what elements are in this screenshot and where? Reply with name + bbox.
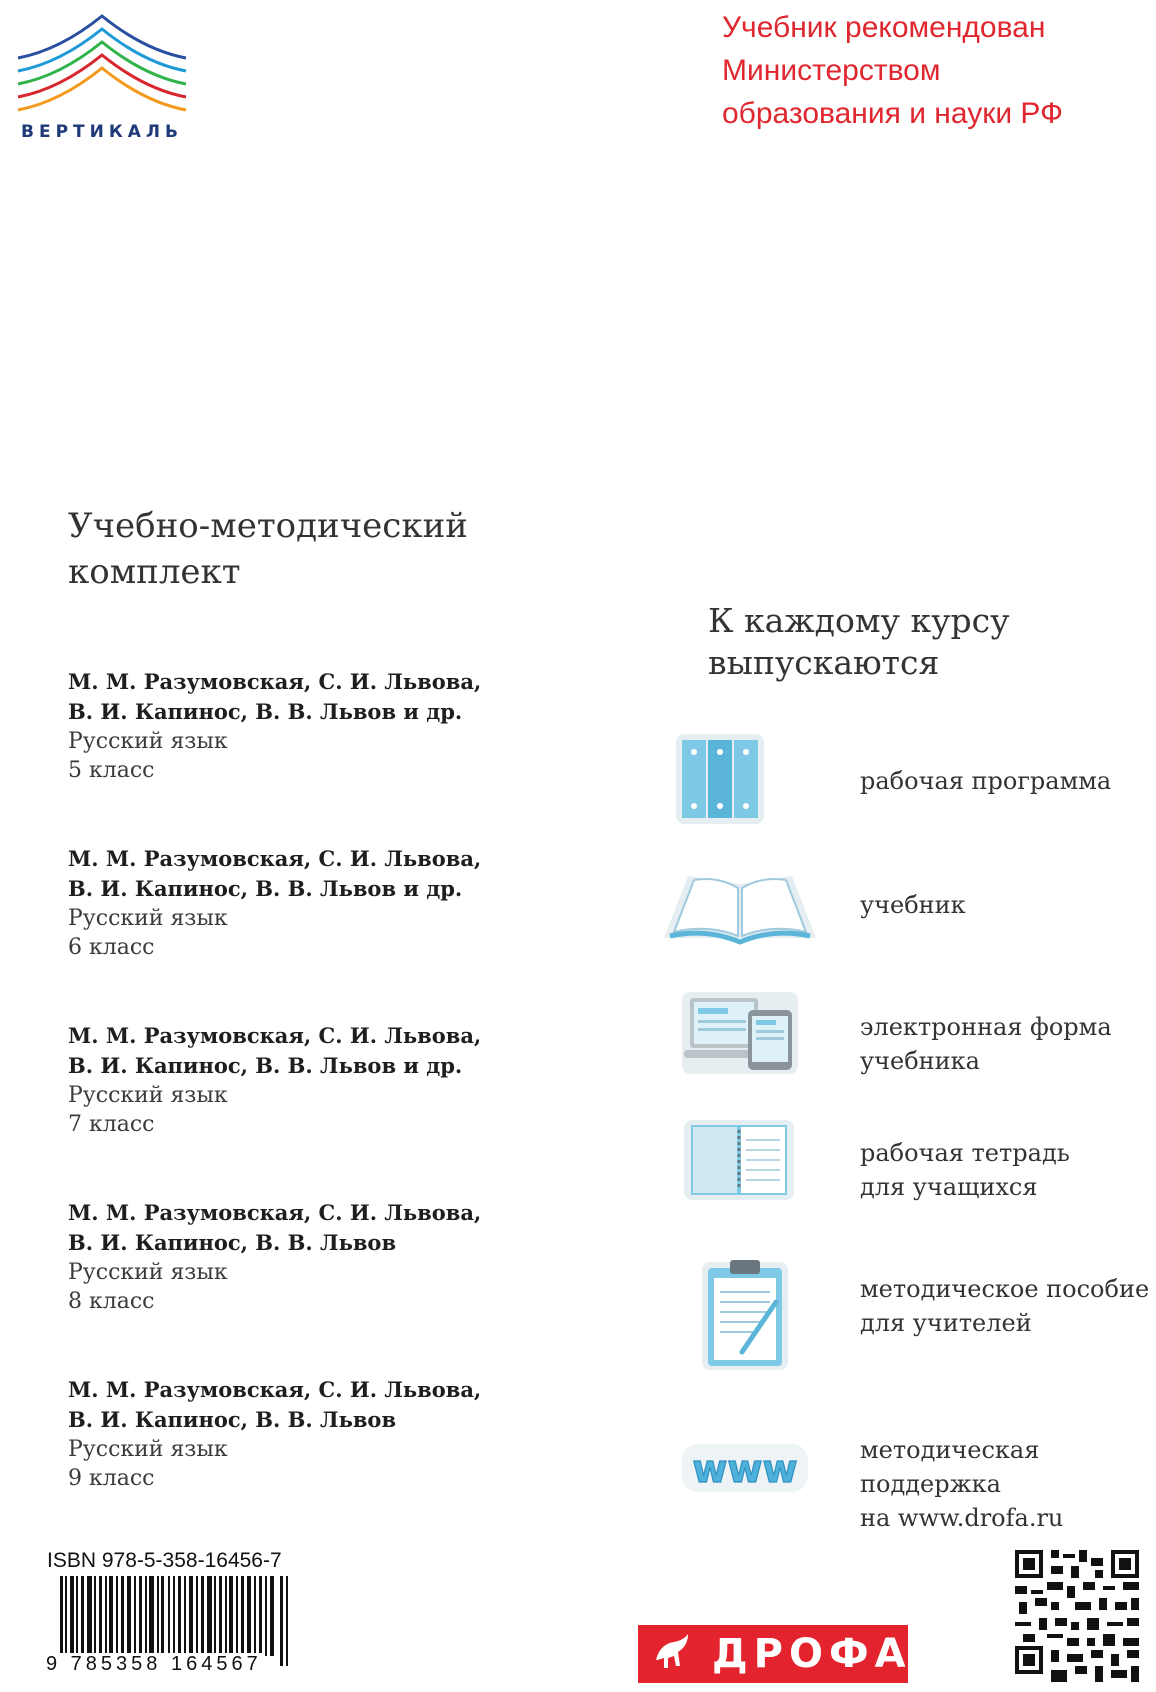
book-authors: В. И. Капинос, В. В. Львов и др.	[68, 876, 463, 901]
resource-label-line: рабочая тетрадь	[860, 1139, 1070, 1167]
resource-label	[860, 1433, 1156, 1535]
bustard-bird-icon	[650, 1630, 694, 1678]
book-grade: 5 класс	[68, 758, 155, 783]
book-entry	[68, 1021, 588, 1139]
book-entry	[68, 844, 588, 962]
clipboard-icon	[700, 1256, 790, 1376]
kit-title	[68, 503, 538, 595]
book-subject: Русский язык	[68, 1260, 228, 1285]
resource-label	[860, 888, 1156, 922]
kit-title-line: Учебно-методический	[68, 506, 468, 546]
resource-label	[860, 1136, 1156, 1204]
book-subject: Русский язык	[68, 1437, 228, 1462]
book-subject: Русский язык	[68, 1083, 228, 1108]
book-entry	[68, 1198, 588, 1316]
www-text: www	[692, 1447, 798, 1491]
resource-label-line: на www.drofa.ru	[860, 1504, 1064, 1532]
book-grade: 7 класс	[68, 1112, 155, 1137]
resource-label-line: электронная форма	[860, 1013, 1112, 1041]
book-authors: М. М. Разумовская, С. И. Львова,	[68, 1200, 482, 1225]
course-title	[708, 600, 1128, 684]
book-entry	[68, 1375, 588, 1493]
book-authors: М. М. Разумовская, С. И. Львова,	[68, 669, 482, 694]
book-subject: Русский язык	[68, 729, 228, 754]
course-title-line: выпускаются	[708, 643, 940, 682]
recommendation-line: образования и науки РФ	[722, 97, 1063, 130]
kit-title-line: комплект	[68, 552, 241, 592]
resource-label	[860, 764, 1156, 798]
publisher-name: ДРОФА	[712, 1631, 912, 1677]
resource-label-line: для учителей	[860, 1309, 1032, 1337]
resource-label-line: методическая поддержка	[860, 1436, 1040, 1498]
resource-label-line: учебник	[860, 891, 966, 919]
resource-label-line: для учащихся	[860, 1173, 1038, 1201]
resource-label	[860, 1272, 1156, 1340]
isbn-label: ISBN 978-5-358-16456-7	[47, 1549, 282, 1572]
book-subject: Русский язык	[68, 906, 228, 931]
barcode-digits: 9 785358 164567	[46, 1653, 262, 1675]
book-authors: В. И. Капинос, В. В. Львов	[68, 1230, 397, 1255]
resource-label-line: учебника	[860, 1047, 980, 1075]
book-authors: В. И. Капинос, В. В. Львов и др.	[68, 699, 463, 724]
resource-label	[860, 1010, 1156, 1078]
book-authors: М. М. Разумовская, С. И. Львова,	[68, 1377, 482, 1402]
notebook-icon	[682, 1118, 796, 1206]
book-authors: М. М. Разумовская, С. И. Львова,	[68, 846, 482, 871]
resource-label-line: рабочая программа	[860, 767, 1112, 795]
binders-icon	[670, 730, 770, 832]
resource-label-line: методическое пособие	[860, 1275, 1150, 1303]
open-book-icon	[660, 866, 820, 950]
book-grade: 9 класс	[68, 1466, 155, 1491]
book-grade: 8 класс	[68, 1289, 155, 1314]
devices-icon	[680, 990, 800, 1080]
www-icon	[680, 1440, 810, 1500]
qr-code-icon	[1015, 1550, 1147, 1682]
book-grade: 6 класс	[68, 935, 155, 960]
publisher-logo	[638, 1625, 912, 1683]
book-authors: В. И. Капинос, В. В. Львов	[68, 1407, 397, 1432]
brand-name: ВЕРТИКАЛЬ	[21, 122, 183, 142]
book-authors: В. И. Капинос, В. В. Львов и др.	[68, 1053, 463, 1078]
recommendation-line: Министерством	[722, 54, 941, 87]
ministry-recommendation	[722, 6, 1142, 135]
book-entry	[68, 667, 588, 785]
recommendation-line: Учебник рекомендован	[722, 11, 1046, 44]
course-title-line: К каждому курсу	[708, 601, 1010, 640]
book-authors: М. М. Разумовская, С. И. Львова,	[68, 1023, 482, 1048]
